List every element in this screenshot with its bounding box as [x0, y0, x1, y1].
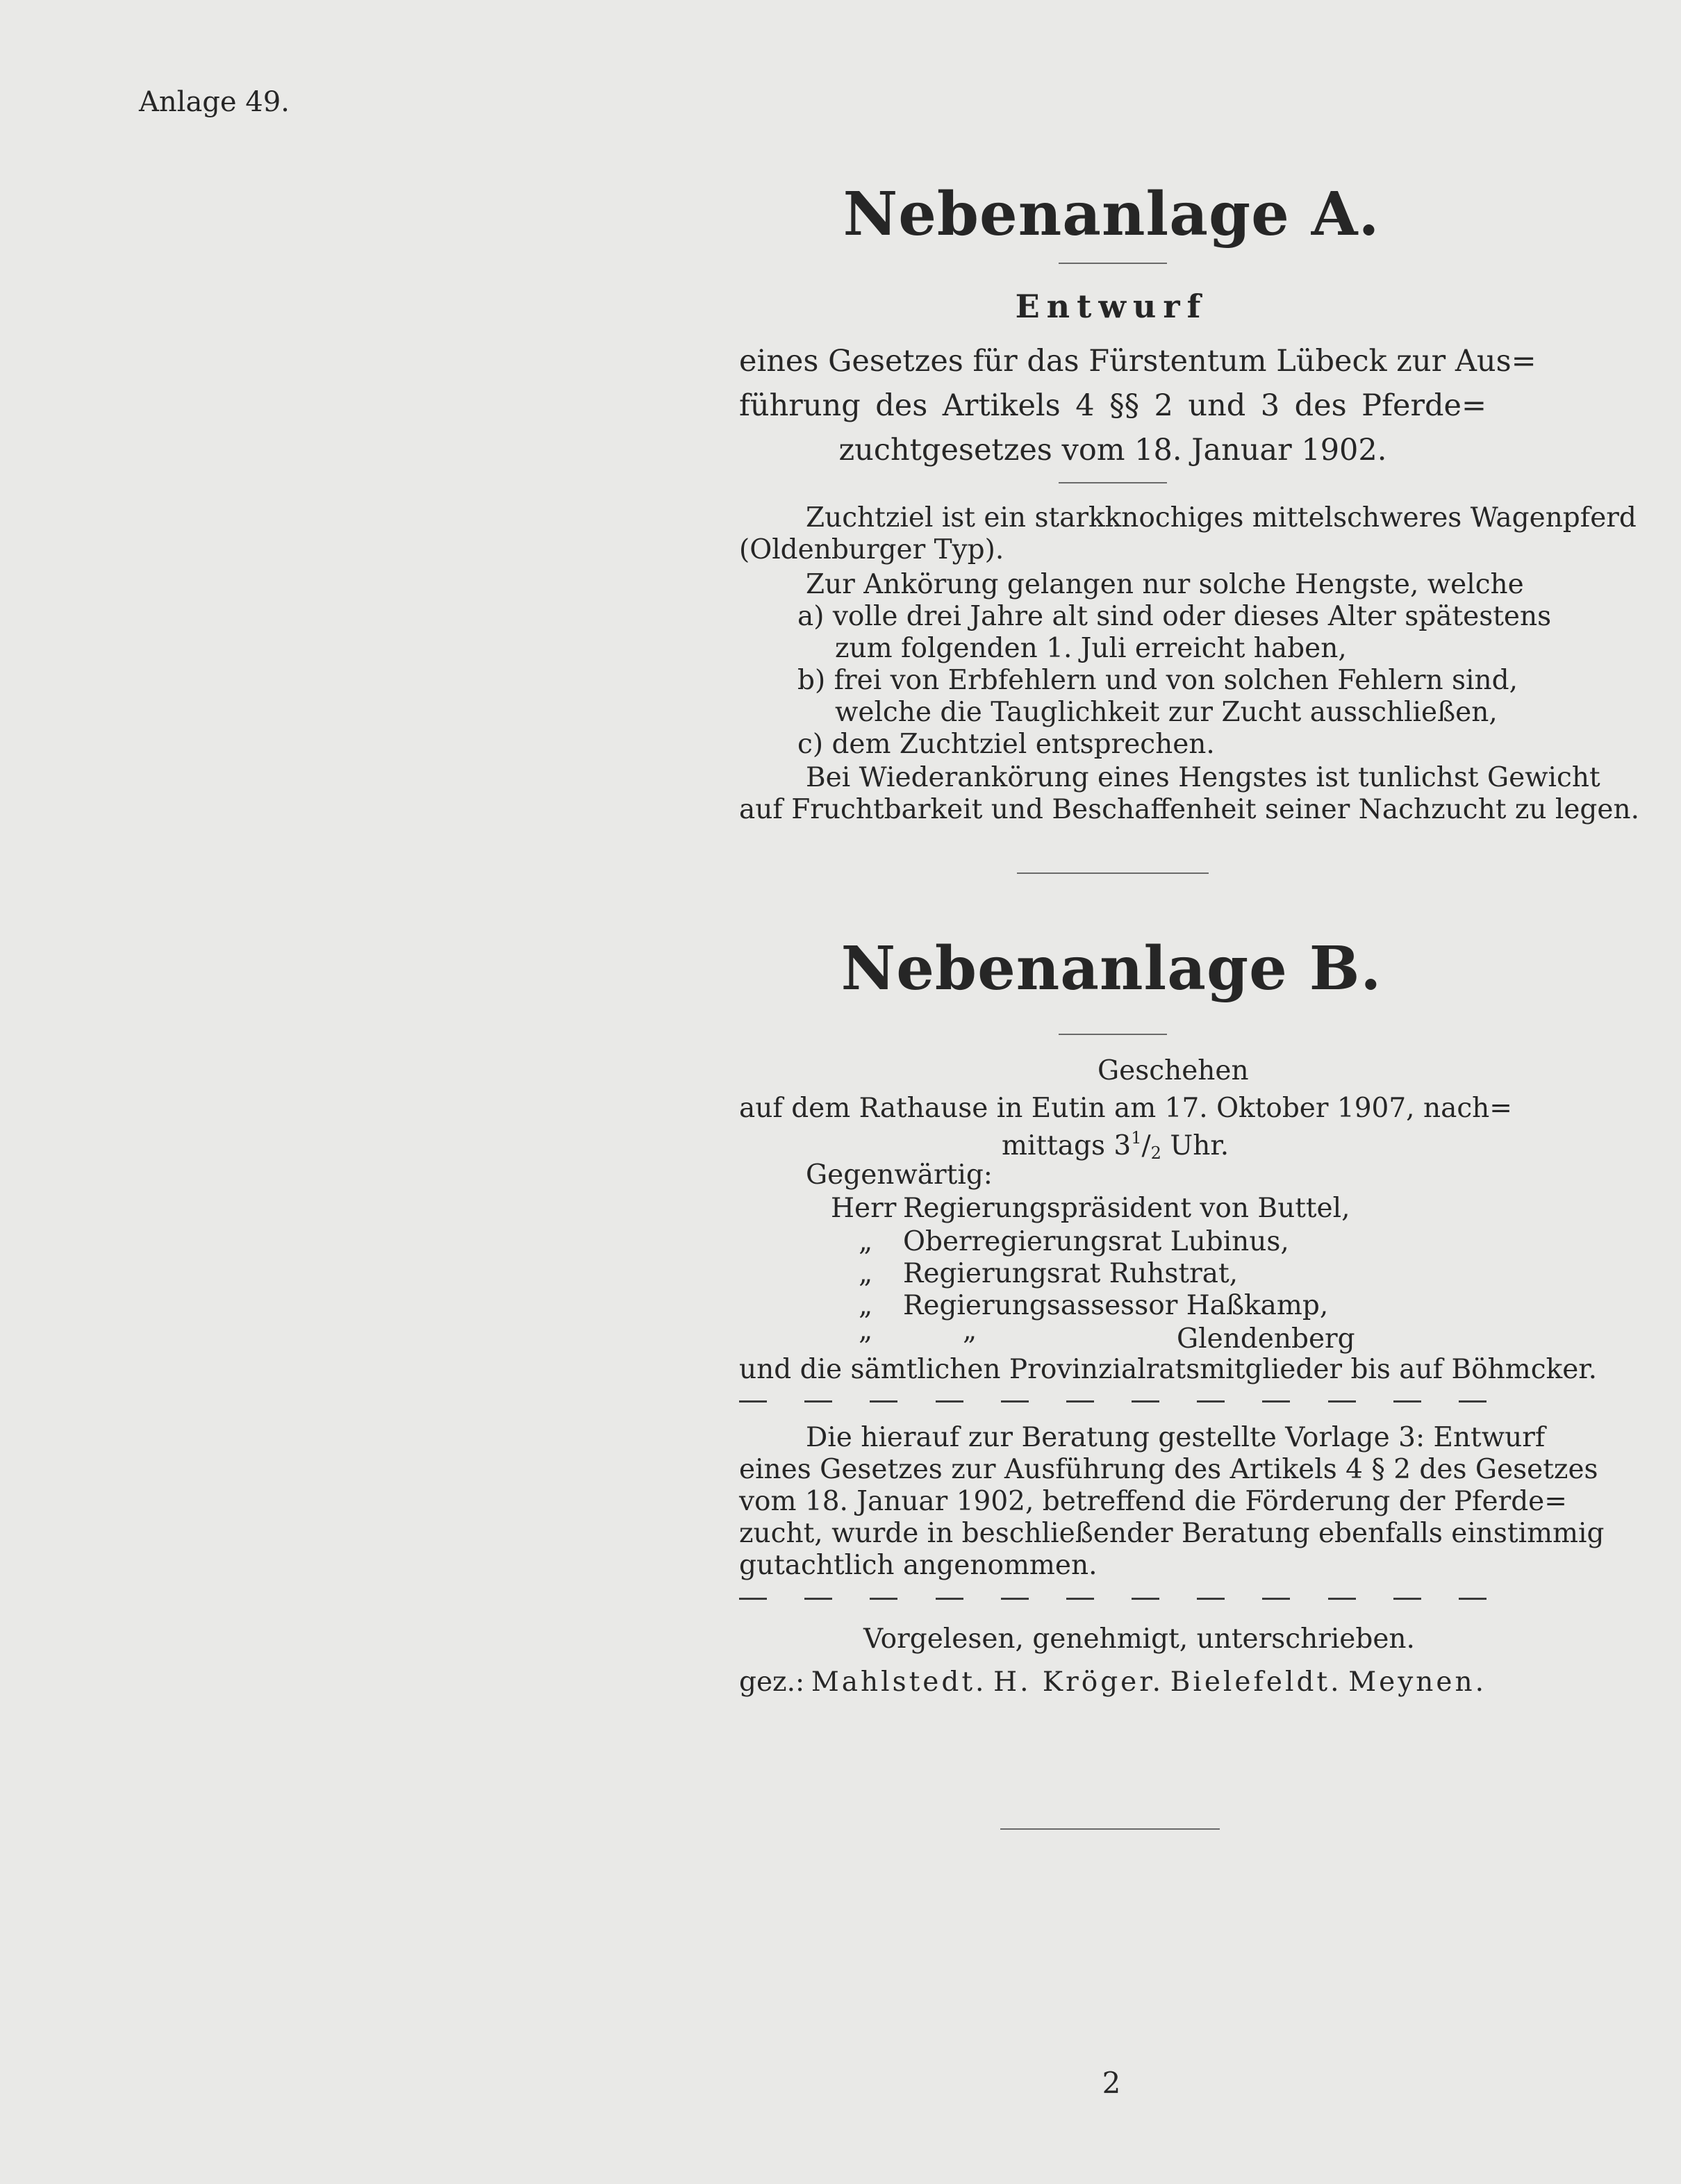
present-mark: „: [859, 1290, 873, 1321]
time-fraction-numerator: 1: [1131, 1128, 1142, 1148]
signature-prefix: gez.:: [739, 1666, 805, 1698]
divider: [1059, 1034, 1167, 1035]
anlage-a-title-line: führung des Artikels 4 §§ 2 und 3 des Pferde=: [739, 388, 1487, 423]
time-prefix: mittags 3: [1002, 1130, 1132, 1161]
dash-separator: [739, 1581, 1487, 1602]
anlage-a-body-line: Zur Ankörung gelangen nur solche Hengste, welche: [806, 569, 1524, 600]
ditto-mark: „: [859, 1315, 873, 1346]
geschehen-text: Geschehen: [1098, 1055, 1249, 1086]
present-name: Glendenberg: [1177, 1323, 1355, 1355]
resolution-line: zucht, wurde in beschließender Beratung ebenfalls einstimmig: [739, 1518, 1605, 1549]
closing-line: Vorgelesen, genehmigt, unterschrieben.: [863, 1623, 1415, 1655]
dash-separator: [739, 1384, 1487, 1405]
present-mark: „: [859, 1258, 873, 1289]
members-line: und die sämtlichen Provinzialratsmitglieder bis auf Böhmcker.: [739, 1354, 1598, 1385]
present-name: Oberregierungsrat Lubinus,: [903, 1226, 1289, 1257]
signatures-line: [739, 1666, 1487, 1699]
anlage-b-heading: Nebenanlage B.: [840, 934, 1382, 1004]
resolution-line: Die hierauf zur Beratung gestellte Vorlage 3: Entwurf: [806, 1422, 1546, 1453]
anlage-a-body-line: Zuchtziel ist ein starkknochiges mittelschweres Wagenpferd: [806, 502, 1637, 533]
anlage-a-title-line: eines Gesetzes für das Fürstentum Lübeck zur Aus=: [739, 344, 1537, 379]
signature: H. Kröger.: [993, 1666, 1164, 1698]
time-fraction-denominator: 2: [1150, 1143, 1161, 1163]
present-mark: „: [859, 1226, 873, 1257]
present-mark: Herr: [831, 1193, 897, 1224]
anlage-a-body-line: zum folgenden 1. Juli erreicht haben,: [835, 633, 1347, 664]
divider: [1017, 872, 1209, 874]
signature: Mahlstedt.: [811, 1666, 987, 1698]
present-name: Regierungspräsident von Buttel,: [903, 1193, 1350, 1224]
resolution-line: gutachtlich angenommen.: [739, 1550, 1098, 1581]
divider: [1059, 263, 1167, 264]
divider: [1000, 1828, 1220, 1830]
present-name: Regierungsrat Ruhstrat,: [903, 1258, 1239, 1289]
present-label: Gegenwärtig:: [806, 1159, 993, 1191]
signature: Bielefeldt.: [1170, 1666, 1342, 1698]
resolution-line: eines Gesetzes zur Ausführung des Artikels 4 § 2 des Gesetzes: [739, 1454, 1598, 1485]
signature: Meynen.: [1348, 1666, 1487, 1698]
present-name: Regierungsassessor Haßkamp,: [903, 1290, 1329, 1321]
anlage-a-heading: Nebenanlage A.: [843, 179, 1380, 249]
anlage-a-body-line: a) volle drei Jahre alt sind oder dieses Alter spätestens: [797, 601, 1552, 632]
anlage-a-body-line: Bei Wiederankörung eines Hengstes ist tunlichst Gewicht: [806, 762, 1600, 793]
time-suffix: Uhr.: [1161, 1130, 1229, 1161]
resolution-line: vom 18. Januar 1902, betreffend die Förderung der Pferde=: [739, 1486, 1567, 1517]
anlage-a-body-line: (Oldenburger Typ).: [739, 534, 1004, 565]
page-header: Anlage 49.: [139, 86, 290, 118]
divider: [1059, 482, 1167, 483]
anlage-a-body-line: c) dem Zuchtziel entsprechen.: [797, 729, 1215, 760]
anlage-a-body-line: b) frei von Erbfehlern und von solchen Fehlern sind,: [797, 665, 1518, 696]
anlage-a-body-line: auf Fruchtbarkeit und Beschaffenheit seiner Nachzucht zu legen.: [739, 794, 1639, 825]
anlage-a-body-line: welche die Tauglichkeit zur Zucht ausschließen,: [835, 697, 1498, 728]
time-fraction-separator: /: [1141, 1130, 1151, 1161]
anlage-a-subheading: Entwurf: [1015, 288, 1208, 325]
place-line: auf dem Rathause in Eutin am 17. Oktober 1907, nach=: [739, 1093, 1512, 1124]
page-number: 2: [1102, 2066, 1121, 2100]
ditto-mark: „: [963, 1315, 977, 1346]
anlage-a-title-line: zuchtgesetzes vom 18. Januar 1902.: [838, 433, 1387, 468]
